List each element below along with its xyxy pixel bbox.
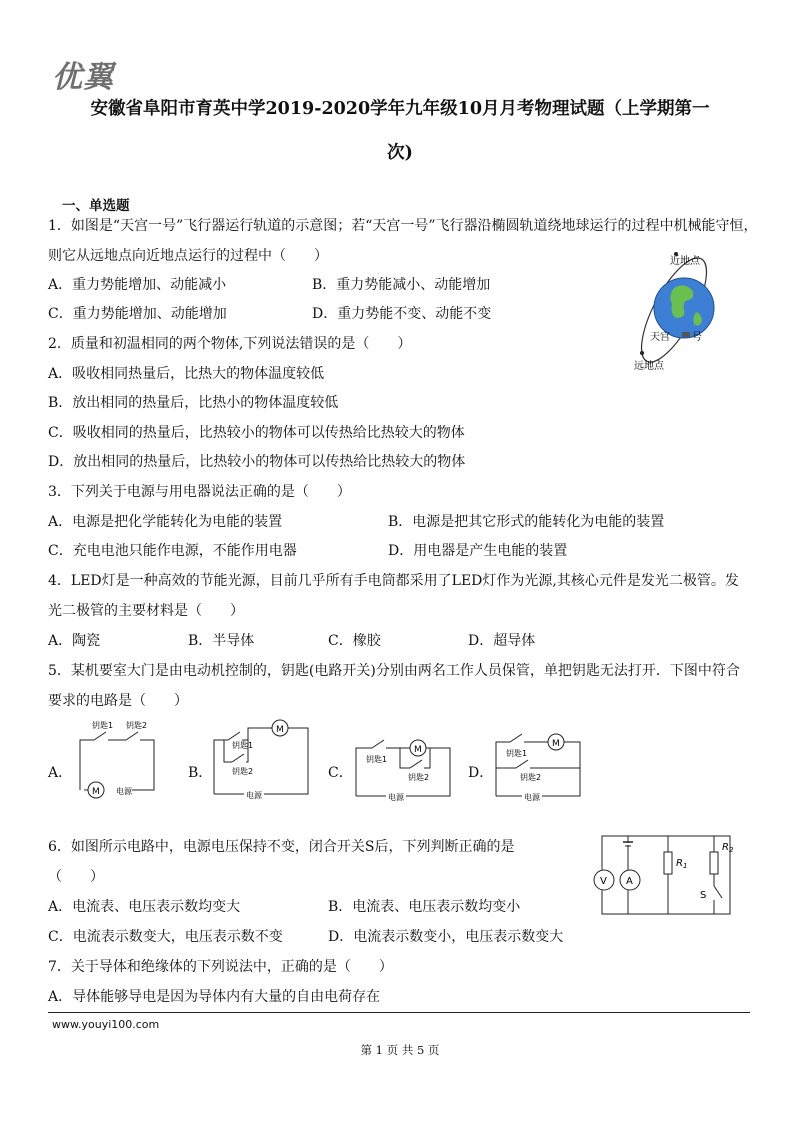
craft-label: 天宫 xyxy=(650,332,670,343)
key1-label: 钥匙1 xyxy=(366,755,388,764)
option-a: A．陶瓷 xyxy=(48,633,101,649)
option-a: A．吸收相同热量后，比热大的物体温度较低 xyxy=(48,366,325,382)
circuit-c xyxy=(350,728,460,802)
option-d: D．重力势能不变、动能不变 xyxy=(312,306,492,322)
option-c: C．橡胶 xyxy=(328,633,381,649)
option-d: D．超导体 xyxy=(468,633,536,649)
option-b: B．放出相同的热量后，比热小的物体温度较低 xyxy=(48,395,339,411)
option-d: D．电流表示数变小，电压表示数变大 xyxy=(328,929,564,945)
motor-icon: M xyxy=(414,745,422,755)
question-text: 光二极管的主要材料是（ ） xyxy=(48,603,244,619)
question-text: （ ） xyxy=(48,869,104,885)
key1-label: 钥匙1 xyxy=(232,741,254,750)
page-title-continued: 次) xyxy=(387,143,413,163)
r1-label: $R_1$ xyxy=(676,858,688,870)
r2-label: $R_2$ xyxy=(722,842,734,854)
footer-url: www.youyi100.com xyxy=(52,1018,160,1031)
motor-icon: M xyxy=(276,725,284,735)
option-a: A．导体能够导电是因为导体内有大量的自由电荷存在 xyxy=(48,989,381,1005)
question-text: 6．如图所示电路中，电源电压保持不变，闭合开关S后，下列判断正确的是 xyxy=(48,839,515,855)
power-label: 电源 xyxy=(246,791,262,800)
option-c: C．重力势能增加、动能增加 xyxy=(48,306,227,322)
question-text: 5．某机要室大门是由电动机控制的，钥匙(电路开关)分别由两名工作人员保管，单把钥匙无法打开．下图中符合 xyxy=(48,663,740,679)
key2-label: 钥匙2 xyxy=(232,767,254,776)
motor-icon: M xyxy=(552,739,560,749)
key2-label: 钥匙2 xyxy=(520,773,542,782)
key2-label: 钥匙2 xyxy=(126,721,148,730)
option-b: B．电源是把其它形式的能转化为电能的装置 xyxy=(388,514,665,530)
question-text: 4．LED灯是一种高效的节能光源，目前几乎所有手电筒都采用了LED灯作为光源,其核心元件是发光二极管。发 xyxy=(48,573,739,589)
option-b: B．半导体 xyxy=(188,633,255,649)
key1-label: 钥匙1 xyxy=(92,721,114,730)
page-title: 安徽省阜阳市育英中学2019-2020学年九年级10月月考物理试题（上学期第一 xyxy=(90,99,710,119)
option-c: C．吸收相同的热量后，比热较小的物体可以传热给比热较大的物体 xyxy=(48,425,465,441)
spacecraft-icon xyxy=(682,332,690,337)
ammeter-icon: A xyxy=(626,876,633,887)
question-text: 7．关于导体和绝缘体的下列说法中，正确的是（ ） xyxy=(48,959,393,975)
craft-label: 号 xyxy=(692,332,702,343)
circuit-d xyxy=(490,728,590,802)
q6-circuit xyxy=(590,828,740,920)
question-text: 2．质量和初温相同的两个物体,下列说法错误的是（ ） xyxy=(48,336,412,352)
power-label: 电源 xyxy=(116,787,132,796)
option-c: C．电流表示数变大，电压表示数不变 xyxy=(48,929,283,945)
option-c: C．充电电池只能作电源，不能作用电器 xyxy=(48,543,297,559)
key1-label: 钥匙1 xyxy=(506,749,528,758)
option-b: B．电流表、电压表示数均变小 xyxy=(328,899,521,915)
near-point-label: 近地点 xyxy=(670,256,700,267)
option-d: D．放出相同的热量后，比热较小的物体可以传热给比热较大的物体 xyxy=(48,454,466,470)
circuit-a xyxy=(70,718,170,802)
option-d: D． xyxy=(468,765,494,781)
orbit-figure xyxy=(612,250,732,375)
voltmeter-icon: V xyxy=(600,876,607,887)
question-text: 3．下列关于电源与用电器说法正确的是（ ） xyxy=(48,484,351,500)
option-c: C． xyxy=(328,765,353,781)
question-text: 要求的电路是（ ） xyxy=(48,693,188,709)
page-number: 第 1 页 共 5 页 xyxy=(360,1043,440,1057)
motor-icon: M xyxy=(92,787,100,797)
power-label: 电源 xyxy=(524,793,540,802)
option-b: B．重力势能减小、动能增加 xyxy=(312,277,491,293)
key2-label: 钥匙2 xyxy=(408,773,430,782)
far-point-label: 远地点 xyxy=(634,361,664,372)
circuit-b xyxy=(208,718,318,802)
option-a: A． xyxy=(48,765,73,781)
switch-label: S xyxy=(700,890,707,901)
logo-text: 优翼 xyxy=(52,60,114,95)
option-a: A．电流表、电压表示数均变大 xyxy=(48,899,241,915)
question-text: 则它从远地点向近地点运行的过程中（ ） xyxy=(48,248,328,264)
power-label: 电源 xyxy=(388,793,404,802)
option-d: D．用电器是产生电能的装置 xyxy=(388,543,568,559)
question-text: 1．如图是“天宫一号”飞行器运行轨道的示意图；若“天宫一号”飞行器沿椭圆轨道绕地球运行的过程中机械能守恒， xyxy=(48,218,758,234)
footer-divider xyxy=(48,1012,750,1013)
option-a: A．重力势能增加、动能减小 xyxy=(48,277,227,293)
section-heading: 一、单选题 xyxy=(62,198,130,214)
option-b: B． xyxy=(188,765,213,781)
option-a: A．电源是把化学能转化为电能的装置 xyxy=(48,514,283,530)
